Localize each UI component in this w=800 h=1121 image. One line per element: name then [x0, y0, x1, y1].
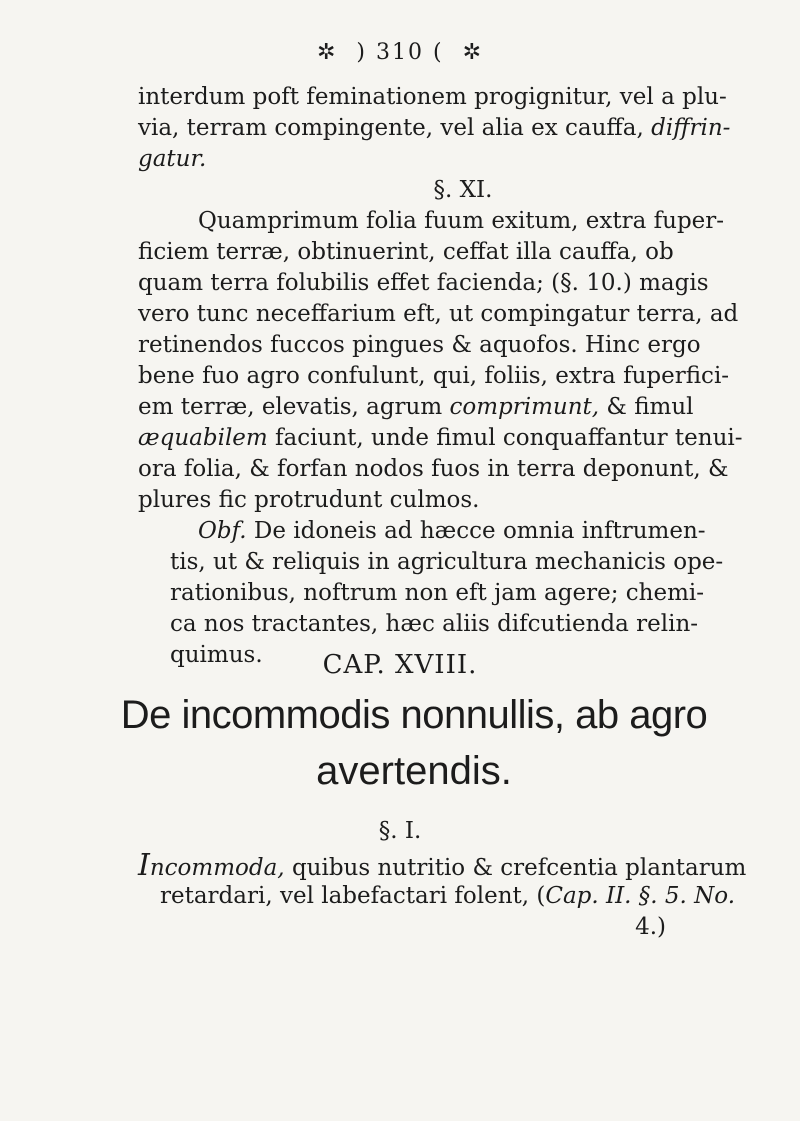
text-line: tis, ut & reliquis in agricultura mechanicis ope- — [170, 549, 724, 575]
text-line: plures fic protrudunt culmos. — [138, 487, 480, 513]
text-line: ficiem terræ, obtinuerint, ceffat illa cauffa, ob — [138, 239, 674, 265]
text-line — [138, 392, 778, 423]
text-line — [138, 113, 778, 144]
text-line: retinendos fuccos pingues & aquofos. Hinc ergo — [138, 332, 701, 358]
text-span: em terræ, elevatis, agrum — [138, 394, 443, 420]
section-mark: §. I. — [378, 818, 422, 844]
text-span: retardari, vel labefactari folent, ( — [160, 883, 546, 909]
text-line: quam terra folubilis effet facienda; (§. 10.) magis — [138, 270, 709, 296]
italic-word: comprimunt, — [449, 394, 600, 420]
text-line — [138, 423, 778, 454]
text-line: ora folia, & forfan nodos fuos in terra deponunt, & — [138, 456, 729, 482]
text-line: 4.) — [635, 914, 666, 940]
italic-word: æquabilem — [138, 425, 268, 451]
chapter-number: CAP. XVIII. — [322, 650, 478, 680]
text-line — [138, 516, 778, 547]
italic-word: ncommoda, — [149, 855, 285, 881]
text-line: rationibus, noftrum non eft jam agere; chemi- — [170, 580, 705, 606]
chapter-title-line1: De incommodis nonnullis, ab agro — [120, 693, 708, 737]
page-header — [0, 40, 800, 65]
text-span: via, terram compingente, vel alia ex cauffa, — [138, 115, 644, 141]
text-line: bene fuo agro confulunt, qui, foliis, extra fuperfici- — [138, 363, 730, 389]
text-span: & fimul — [606, 394, 694, 420]
italic-word: diffrin- — [651, 115, 731, 141]
text-span: faciunt, unde fimul conquaffantur tenui- — [275, 425, 743, 451]
text-span: De idoneis ad hæcce omnia inftrumen- — [253, 518, 706, 544]
text-line — [138, 850, 778, 881]
page-number: ) 310 ( — [356, 40, 444, 65]
ornament-left-icon: ✲ — [316, 40, 338, 65]
text-line: vero tunc neceffarium eft, ut compingatur terra, ad — [138, 301, 739, 327]
upper-text-block — [138, 82, 778, 671]
text-span: quibus nutritio & crefcentia plantarum — [291, 855, 747, 881]
text-line: ca nos tractantes, hæc aliis difcutienda relin- — [170, 611, 699, 637]
chapter-title-line2: avertendis. — [316, 749, 512, 793]
text-line: Quamprimum folia fuum exitum, extra fuper- — [198, 208, 725, 234]
text-line: interdum poft feminationem progignitur, vel a plu- — [138, 84, 727, 110]
text-line: quimus. — [170, 642, 263, 668]
text-line — [138, 881, 778, 912]
lower-text-block — [138, 850, 778, 943]
section-mark: §. XI. — [433, 177, 493, 203]
ornament-right-icon: ✲ — [462, 40, 484, 65]
italic-word: Cap. II. §. 5. No. — [545, 883, 736, 909]
dropcap: I — [138, 848, 150, 883]
text-line: gatur. — [138, 146, 207, 172]
observation-label: Obf. — [198, 518, 247, 544]
